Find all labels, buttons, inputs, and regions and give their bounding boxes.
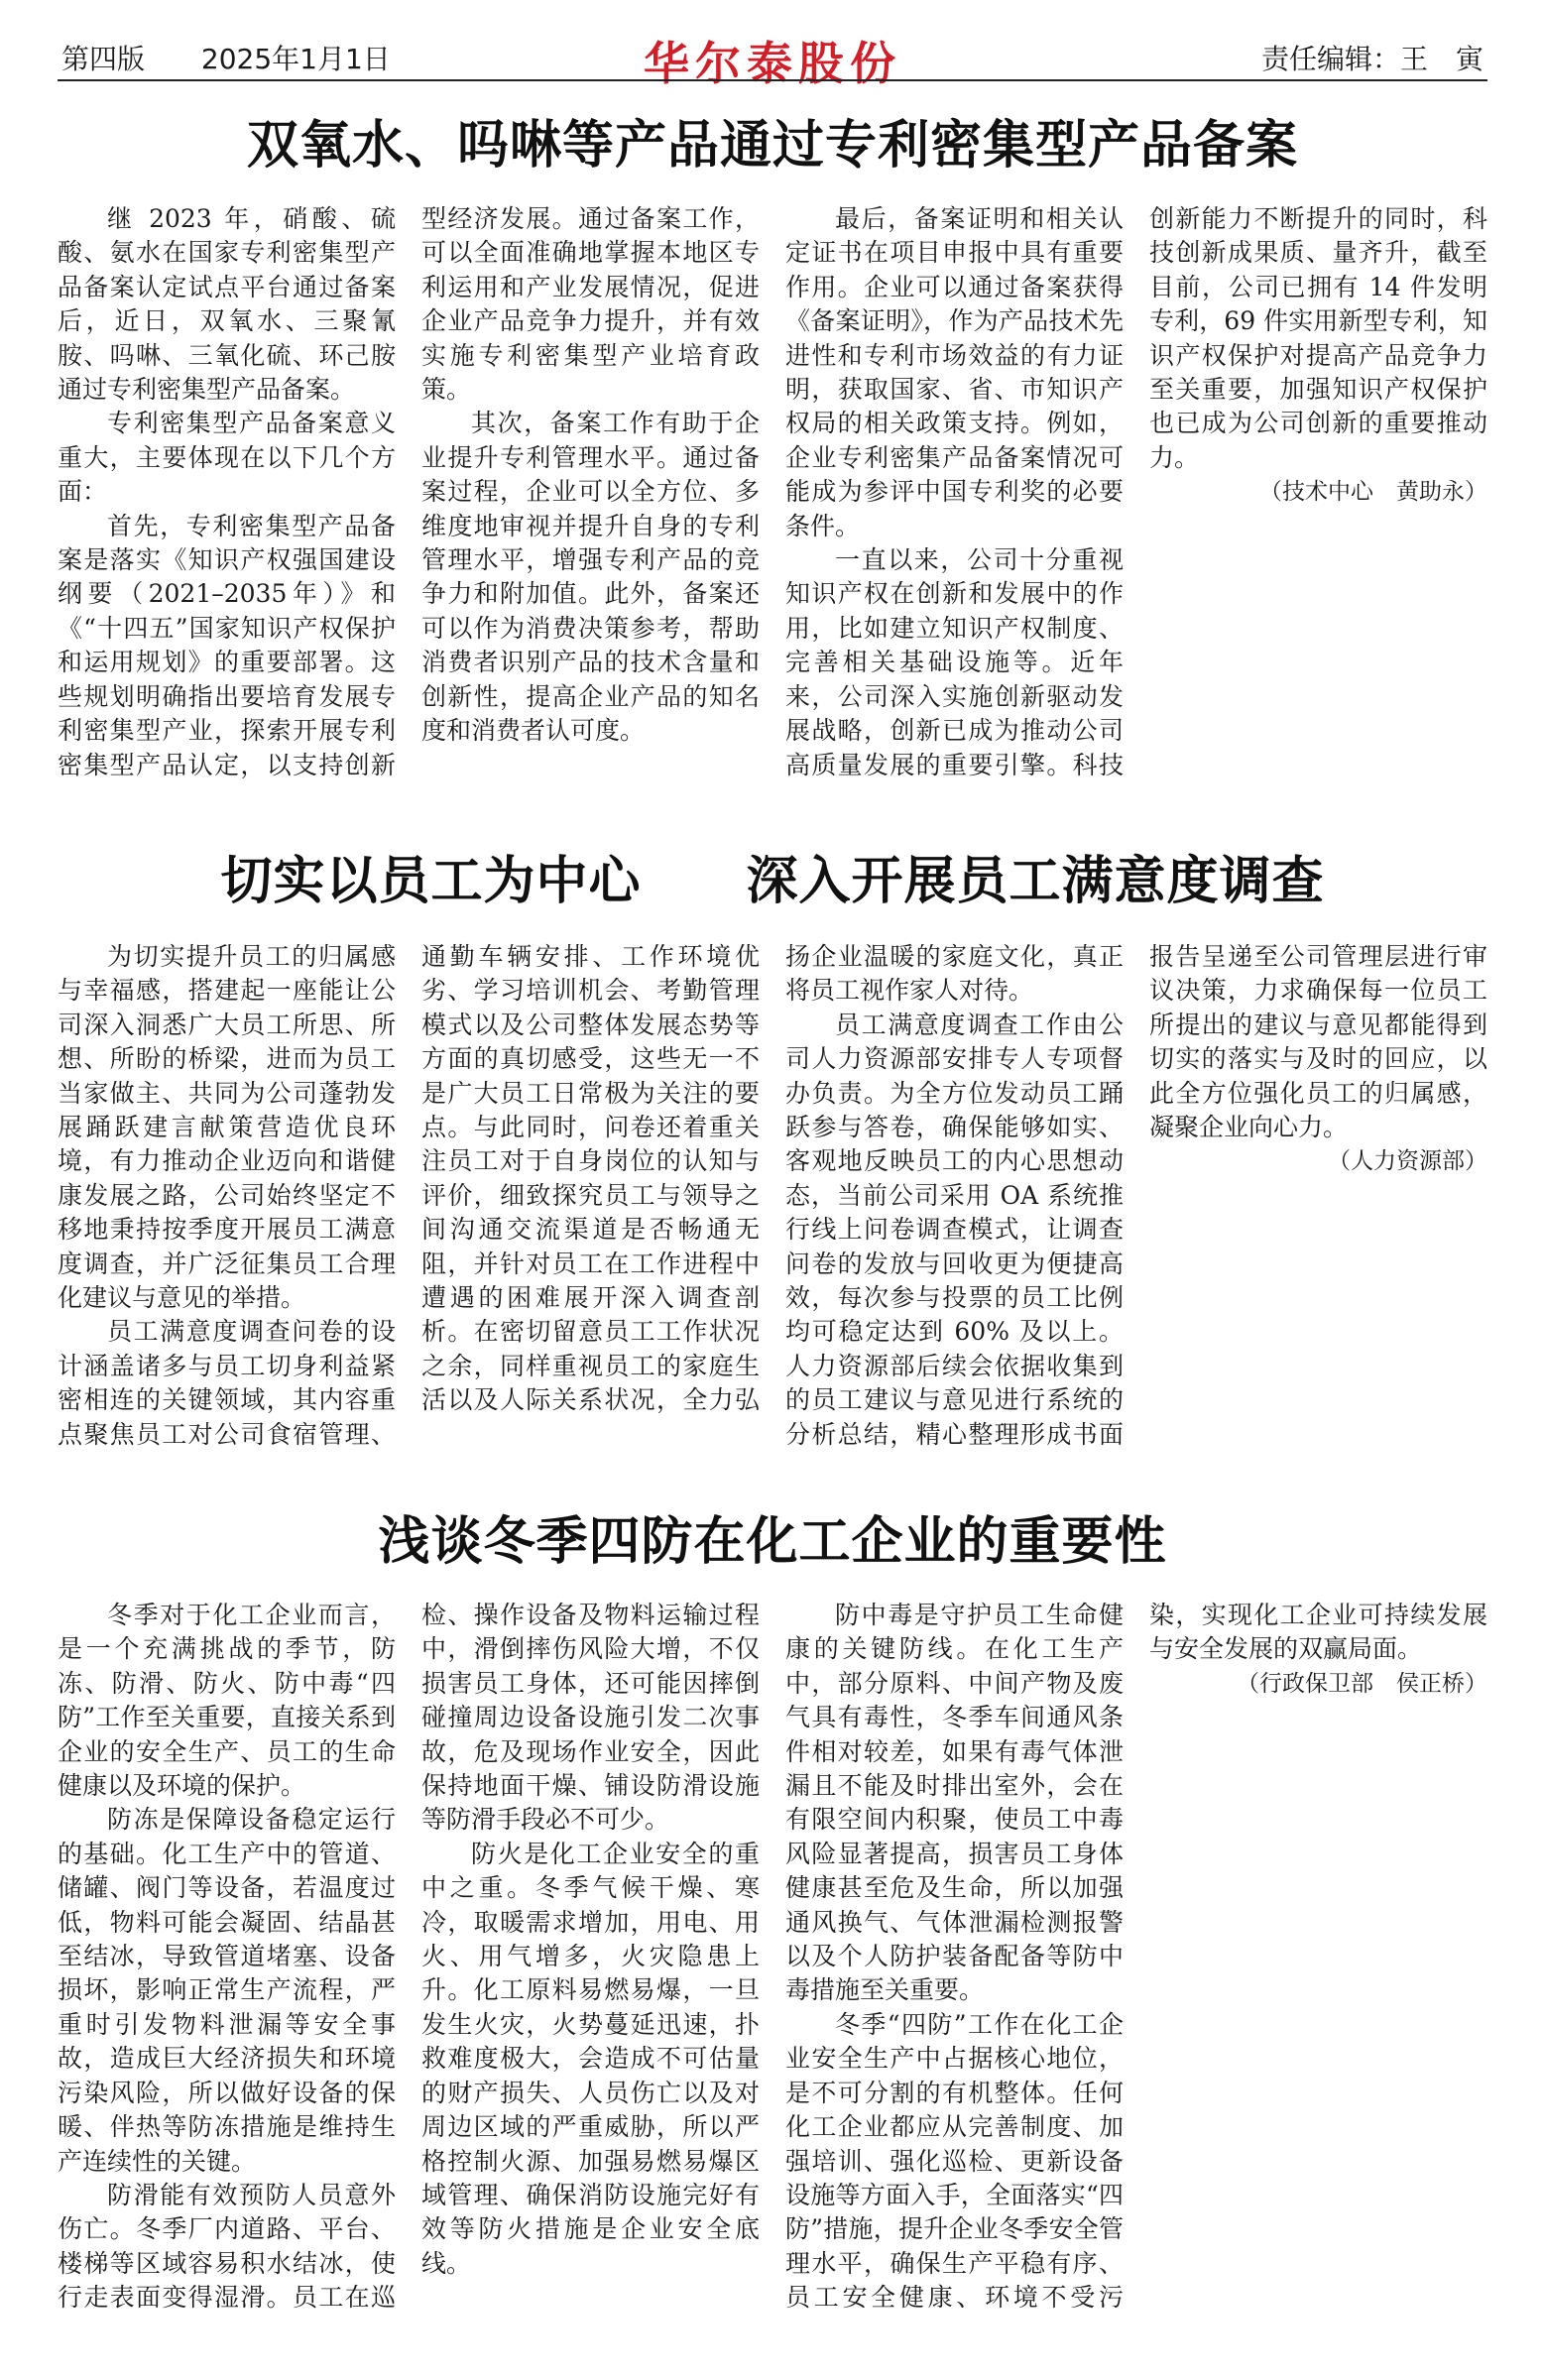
article-1-byline: （技术中心 黄助永） — [1259, 479, 1487, 506]
article-3 — [58, 1599, 1487, 2322]
article-1-paragraph: 一直以来，公司十分重视知识产权在创新和发展中的作用，比如建立知识产权制度、完善相关基础设施等。近年来，公司深入实施创新驱动发展战略，创新已成为推动公司高质量发展的重要引擎。科技创新能力不断提升的同时，科技创新成果质、量齐升，截至目前，公司已拥有 14 件发明专利，69 件实用新型专利，知识产权保护对提高产品竞争力至关重要，加强知识产权保护也已成为公司创新的重要推动力。 — [785, 204, 1487, 779]
article-2-paragraph: 为切实提升员工的归属感与幸福感，搭建起一座能让公司深入洞悉广大员工所思、所想、所盼的桥梁，进而为员工当家做主、共同为公司蓬勃发展踊跃建言献策营造优良环境，有力推动企业迈向和谐健康发展之路，公司始终坚定不移地秉持按季度开展员工满意度调查，并广泛征集员工合理化建议与意见的举措。 — [58, 942, 396, 1313]
article-3-paragraph: 冬季对于化工企业而言，是一个充满挑战的季节，防冻、防滑、防火、防中毒“四防”工作至关重要，直接关系到企业的安全生产、员工的生命健康以及环境的保护。 — [58, 1601, 396, 1801]
article-1-paragraph: 首先，专利密集型产品备案是落实《知识产权强国建设纲要（2021–2035年）》和《“十四五”国家知识产权保护和运用规划》的重要部署。这些规划明确指出要培育发展专利密集型产业，探索开展专利密集型产品认定，以支持创新型经济发展。通过备案工作，可以全面准确地掌握本地区专利运用和产业发展情况，促进企业产品竞争力提升，并有效实施专利密集型产业培育政策。 — [58, 204, 760, 779]
masthead-rule — [58, 79, 1487, 81]
article-3-paragraph: 防滑能有效预防人员意外伤亡。冬季厂内道路、平台、楼梯等区域容易积水结冰，使行走表面变得湿滑。员工在巡检、操作设备及物料运输过程中，滑倒摔伤风险大增，不仅损害员工身体，还可能因摔倒碰撞周边设备设施引发二次事故，危及现场作业安全，因此保持地面干燥、铺设防滑设施等防滑手段必不可少。 — [58, 1601, 760, 2313]
article-1-paragraph: 继 2023 年，硝酸、硫酸、氨水在国家专利密集型产品备案认定试点平台通过备案后，近日，双氧水、三聚氰胺、吗啉、三氧化硫、环己胺通过专利密集型产品备案。 — [58, 204, 396, 405]
edition-label: 第四版 — [61, 43, 146, 75]
masthead — [58, 28, 1487, 90]
article-3-paragraph: 防火是化工企业安全的重中之重。冬季气候干燥、寒冷，取暖需求增加，用电、用火、用气增多，火灾隐患上升。化工原料易燃易爆，一旦发生火灾，火势蔓延迅速，扑救难度极大，会造成不可估量的财产损失、人员伤亡以及对周边区域的严重威胁，所以严格控制火源、加强易燃易爆区域管理、确保消防设施完好有效等防火措施是企业安全底线。 — [421, 1839, 760, 2278]
article-1-paragraph: 最后，备案证明和相关认定证书在项目申报中具有重要作用。企业可以通过备案获得《备案证明》，作为产品技术先进性和专利市场效益的有力证明，获取国家、省、市知识产权局的相关政策支持。例如，企业专利密集产品备案情况可能成为参评中国专利奖的必要条件。 — [785, 204, 1124, 540]
article-2-paragraph: 员工满意度调查工作由公司人力资源部安排专人专项督办负责。为全方位发动员工踊跃参与答卷，确保能够如实、客观地反映员工的内心思想动态，当前公司采用 OA 系统推行线上问卷调查模式，让调查问卷的发放与回收更为便捷高效，每次参与投票的员工比例均可稳定达到 60% 及以上。人力资源部后续会依据收集到的员工建议与意见进行系统的分析总结，精心整理形成书面报告呈递至公司管理层进行审议决策，力求确保每一位员工所提出的建议与意见都能得到切实的落实与及时的回应，以此全方位强化员工的归属感，凝聚企业向心力。 — [785, 942, 1487, 1449]
publish-date: 2025年1月1日 — [200, 43, 391, 75]
article-2-byline: （人力资源部） — [1328, 1148, 1487, 1175]
article-3-byline: （行政保卫部 侯正桥） — [1237, 1670, 1487, 1697]
article-1-paragraph: 专利密集型产品备案意义重大，主要体现在以下几个方面： — [58, 409, 396, 507]
article-1-headline: 双氧水、吗啉等产品通过专利密集型产品备案 — [246, 116, 1298, 176]
article-2 — [58, 940, 1487, 1468]
article-3-paragraph: 冬季“四防”工作在化工企业安全生产中占据核心地位，是不可分割的有机整体。任何化工企业都应从完善制度、加强培训、强化巡检、更新设备设施等方面入手，全面落实“四防”措施，提升企业冬季安全管理水平，确保生产平稳有序、员工安全健康、环境不受污染，实现化工企业可持续发展与安全发展的双赢局面。 — [785, 1601, 1487, 2313]
article-2-headline: 切实以员工为中心 深入开展员工满意度调查 — [220, 852, 1325, 911]
newspaper-title: 华尔泰股份 — [644, 37, 901, 90]
article-3-paragraph: 防冻是保障设备稳定运行的基础。化工生产中的管道、储罐、阀门等设备，若温度过低，物料可能会凝固、结晶甚至结冰，导致管道堵塞、设备损坏，影响正常生产流程，严重时引发物料泄漏等安全事故，造成巨大经济损失和环境污染风险，所以做好设备的保暖、伴热等防冻措施是维持生产连续性的关键。 — [58, 1805, 396, 2176]
article-1-body — [58, 202, 1487, 793]
article-1-paragraph: 其次，备案工作有助于企业提升专利管理水平。通过备案过程，企业可以全方位、多维度地审视并提升自身的专利管理水平，增强专利产品的竞争力和附加值。此外，备案还可以作为消费决策参考，帮助消费者识别产品的技术含量和创新性，提高企业产品的知名度和消费者认可度。 — [421, 409, 760, 746]
article-1 — [58, 202, 1487, 793]
article-3-headline: 浅谈冬季四防在化工企业的重要性 — [378, 1512, 1167, 1572]
article-2-body — [58, 940, 1487, 1468]
article-3-body — [58, 1599, 1487, 2322]
article-2-paragraph: 员工满意度调查问卷的设计涵盖诸多与员工切身利益紧密相连的关键领域，其内容重点聚焦员工对公司食宿管理、通勤车辆安排、工作环境优劣、学习培训机会、考勤管理模式以及公司整体发展态势等方面的真切感受，这些无一不是广大员工日常极为关注的要点。与此同时，问卷还着重关注员工对于自身岗位的认知与评价，细致探究员工与领导之间沟通交流渠道是否畅通无阻，并针对员工在工作进程中遭遇的困难展开深入调查剖析。在密切留意员工工作状况之余，同样重视员工的家庭生活以及人际关系状况，全力弘扬企业温暖的家庭文化，真正将员工视作家人对待。 — [58, 942, 1124, 1449]
editor-credit: 责任编辑：王 寅 — [1260, 43, 1484, 75]
article-3-paragraph: 防中毒是守护员工生命健康的关键防线。在化工生产中，部分原料、中间产物及废气具有毒性，冬季车间通风条件相对较差，如果有毒气体泄漏且不能及时排出室外，会在有限空间内积聚，使员工中毒风险显著提高，损害员工身体健康甚至危及生命，所以加强通风换气、气体泄漏检测报警以及个人防护装备配备等防中毒措施至关重要。 — [785, 1601, 1124, 2005]
